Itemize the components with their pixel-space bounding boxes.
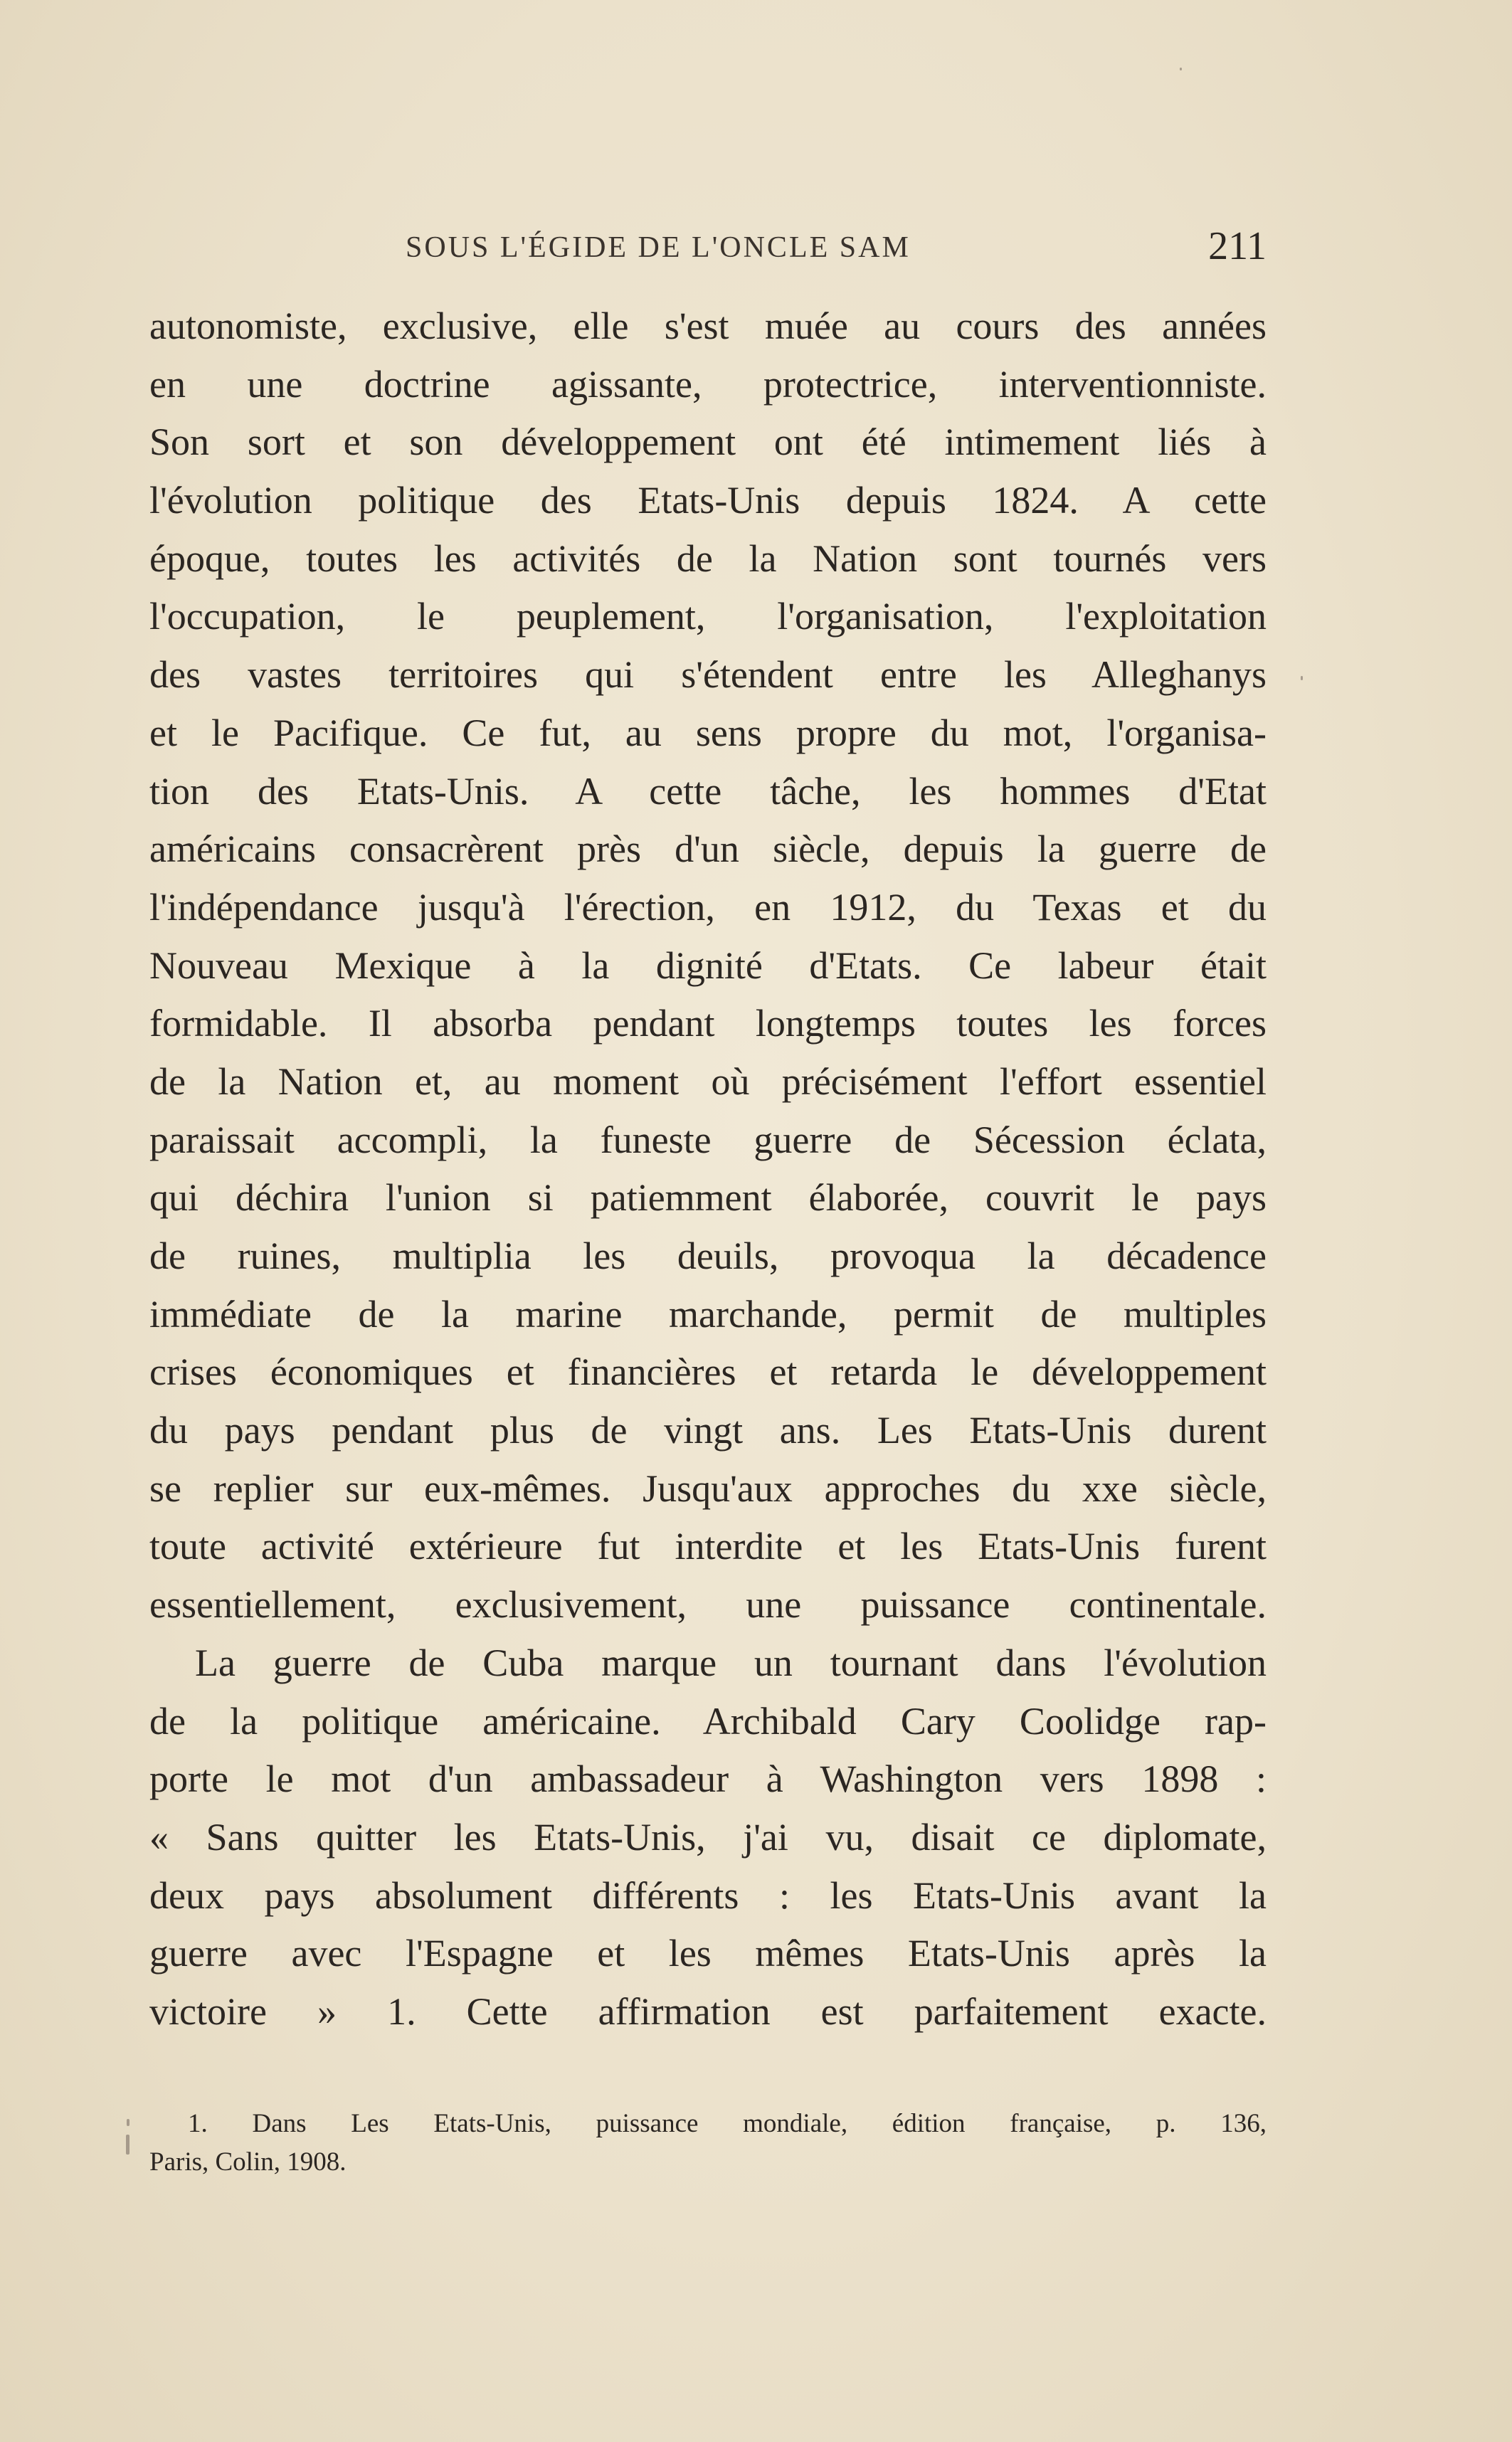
text-line: immédiate de la marine marchande, permit de multiples — [149, 1292, 1267, 1336]
text-line: victoire » 1. Cette affirmation est parfaitement exacte. — [149, 1989, 1267, 2033]
text-line: paraissait accompli, la funeste guerre de Sécession éclata, — [149, 1118, 1267, 1161]
page-header — [149, 226, 1267, 269]
text-line: « Sans quitter les Etats-Unis, j'ai vu, disait ce diplomate, — [149, 1815, 1267, 1859]
running-title: SOUS L'ÉGIDE DE L'ONCLE SAM — [406, 231, 911, 264]
text-line: toute activité extérieure fut interdite et les Etats-Unis furent — [149, 1525, 1267, 1568]
text-line: l'indépendance jusqu'à l'érection, en 1912, du Texas et du — [149, 885, 1267, 929]
text-line: l'occupation, le peuplement, l'organisation, l'exploitation — [149, 595, 1267, 638]
text-line: essentiellement, exclusivement, une puissance continentale. — [149, 1583, 1267, 1627]
text-line: en une doctrine agissante, protectrice, interventionniste. — [149, 362, 1267, 406]
paper-speck — [1180, 68, 1182, 70]
text-line: l'évolution politique des Etats-Unis depuis 1824. A cette — [149, 479, 1267, 522]
text-line: qui déchira l'union si patiemment élaborée, couvrit le pays — [149, 1176, 1267, 1220]
footnote — [149, 2105, 1267, 2182]
text-line: et le Pacifique. Ce fut, au sens propre du mot, l'organisa- — [149, 711, 1267, 754]
text-line: Nouveau Mexique à la dignité d'Etats. Ce labeur était — [149, 944, 1267, 987]
text-line: autonomiste, exclusive, elle s'est muée au cours des années — [149, 305, 1267, 347]
page-number: 211 — [1208, 224, 1267, 268]
text-line: américains consacrèrent près d'un siècle, depuis la guerre de — [149, 828, 1267, 871]
text-line: guerre avec l'Espagne et les mêmes Etats-Unis après la — [149, 1932, 1267, 1975]
text-line: de ruines, multiplia les deuils, provoqua la décadence — [149, 1235, 1267, 1277]
text-line: Son sort et son développement ont été intimement liés à — [149, 421, 1267, 464]
text-line: porte le mot d'un ambassadeur à Washington vers 1898 : — [149, 1758, 1267, 1801]
text-line-paragraph-start: La guerre de Cuba marque un tournant dans l'évolution — [195, 1641, 1267, 1684]
body-text — [149, 297, 1267, 2041]
text-line: se replier sur eux-mêmes. Jusqu'aux approches du xxe siècle, — [149, 1466, 1267, 1510]
text-line: tion des Etats-Unis. A cette tâche, les hommes d'Etat — [149, 769, 1267, 813]
text-line: crises économiques et financières et retarda le développement — [149, 1350, 1267, 1394]
text-line: de la Nation et, au moment où précisément l'effort essentiel — [149, 1059, 1267, 1103]
text-line: époque, toutes les activités de la Nation sont tournés vers — [149, 536, 1267, 580]
footnote-line: Paris, Colin, 1908. — [149, 2147, 347, 2177]
text-line: deux pays absolument différents : les Etats-Unis avant la — [149, 1873, 1267, 1917]
text-line: des vastes territoires qui s'étendent entre les Alleghanys — [149, 653, 1267, 697]
paper-speck — [1301, 676, 1303, 680]
footnote-line: 1. Dans Les Etats-Unis, puissance mondiale, édition française, p. 136, — [188, 2109, 1267, 2138]
paper-speck — [127, 2119, 129, 2126]
paper-speck — [126, 2135, 129, 2155]
text-line: du pays pendant plus de vingt ans. Les Etats-Unis durent — [149, 1409, 1267, 1452]
text-line: formidable. Il absorba pendant longtemps toutes les forces — [149, 1002, 1267, 1045]
text-line: de la politique américaine. Archibald Cary Coolidge rap- — [149, 1699, 1267, 1743]
